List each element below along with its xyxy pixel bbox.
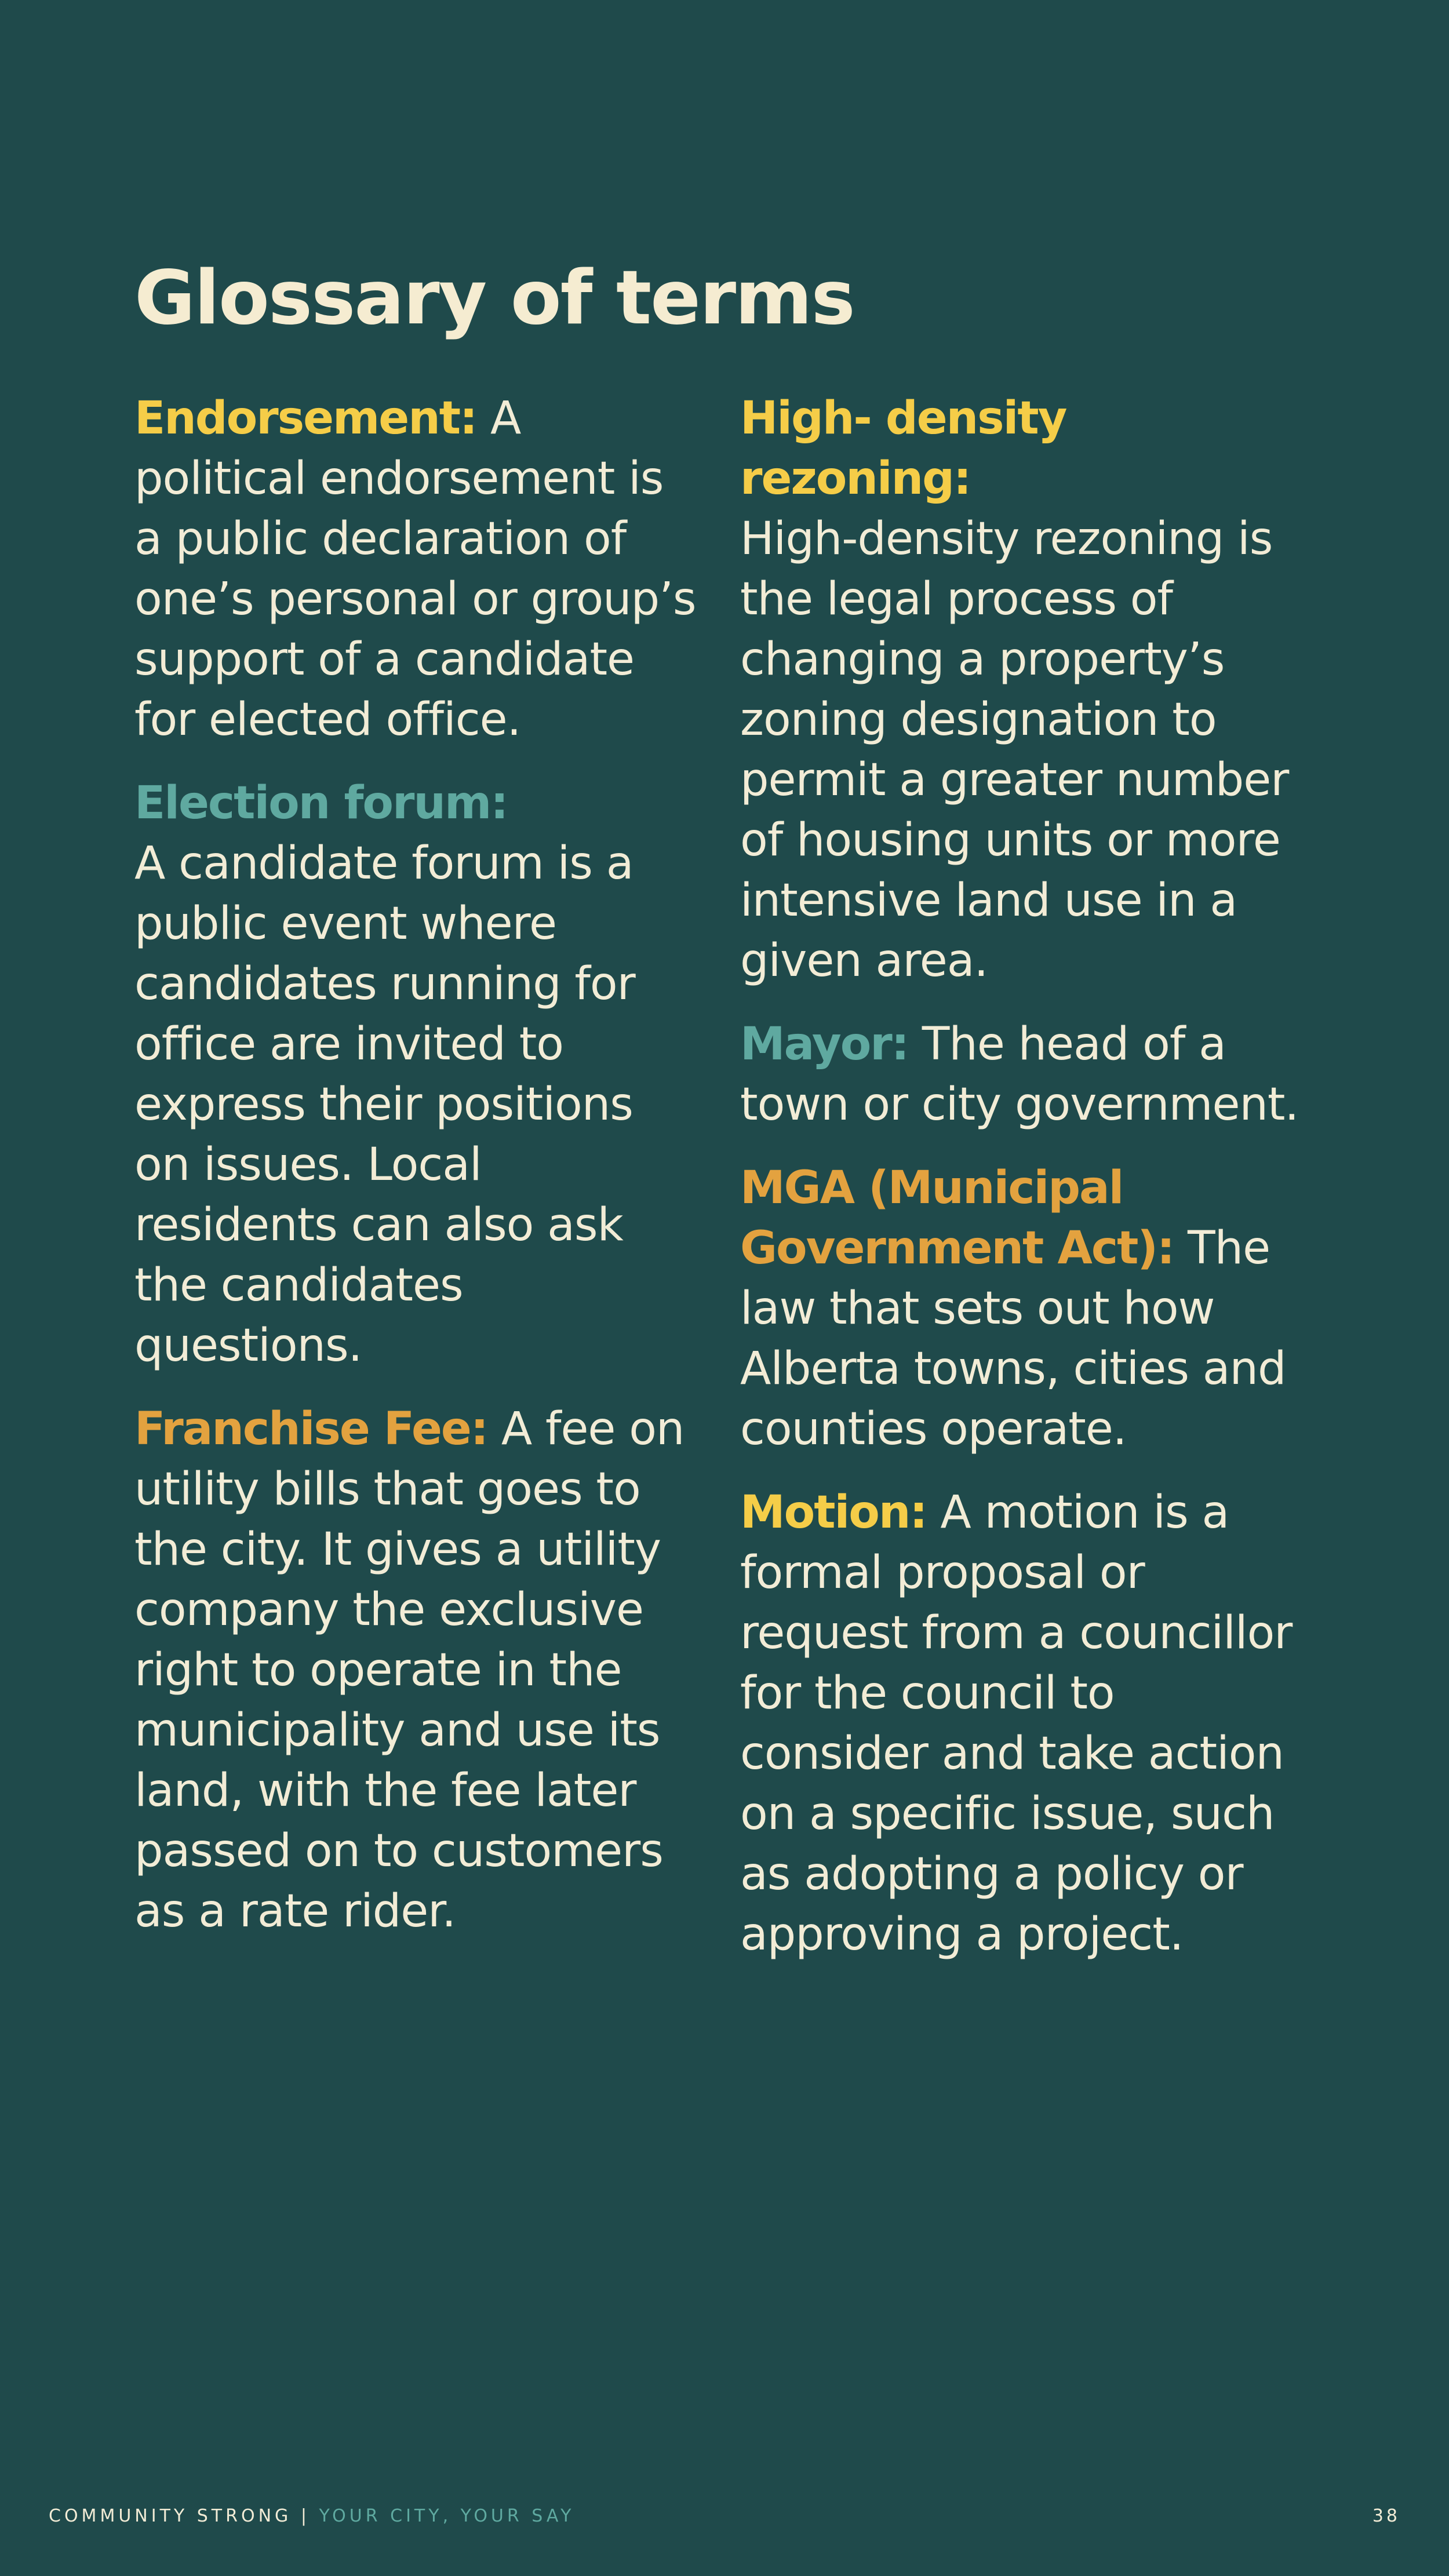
glossary-term: Mayor: [740, 1018, 908, 1070]
glossary-entry-mayor [740, 1014, 1302, 1135]
glossary-definition: A candidate forum is a public event where candidates running for office are invited to express their positions on issues. Local residents can also ask the candidates questions. [134, 837, 635, 1372]
glossary-term: MGA (Municipal Government Act): [740, 1162, 1174, 1274]
glossary-definition: The head of a town or city government. [740, 1018, 1299, 1131]
glossary-term: Election forum: [134, 777, 508, 829]
footer-brand: COMMUNITY STRONG [49, 2506, 292, 2526]
glossary-entry-high-density-rezoning [740, 388, 1302, 991]
glossary-definition: A political endorsement is a public declaration of one’s personal or group’s support of a candidate for elected office. [134, 392, 696, 746]
glossary-definition: The law that sets out how Alberta towns, cities and counties operate. [740, 1222, 1286, 1455]
footer [49, 2505, 574, 2528]
glossary-entry-endorsement [134, 388, 697, 750]
glossary-definition: A motion is a formal proposal or request from a councillor for the council to consider and take action on a specific issue, such as adopting a policy or approving a project. [740, 1486, 1293, 1961]
footer-tagline: YOUR CITY, YOUR SAY [319, 2506, 575, 2526]
glossary-entry-motion [740, 1482, 1302, 1965]
glossary-entry-franchise-fee [134, 1399, 697, 1941]
glossary-column-left [134, 388, 697, 1965]
page-number: 38 [1372, 2506, 1400, 2526]
page-title: Glossary of terms [134, 255, 854, 341]
glossary-definition: A fee on utility bills that goes to the city. It gives a utility company the exclusive right to operate in the municipality and use its land, with the fee later passed on to customers as a rate rider. [134, 1403, 685, 1937]
glossary-term: Endorsement: [134, 392, 477, 444]
glossary-term: Motion: [740, 1486, 927, 1539]
glossary-term: High- density rezoning: [740, 392, 1066, 505]
footer-separator: | [300, 2506, 310, 2526]
glossary-entry-election-forum [134, 773, 697, 1376]
glossary-column-right [740, 388, 1302, 1988]
glossary-entry-mga [740, 1158, 1302, 1459]
glossary-definition: High-density rezoning is the legal process of changing a property’s zoning designation to permit a greater number of housing units or more intensive land use in a given area. [740, 513, 1289, 987]
glossary-term: Franchise Fee: [134, 1403, 488, 1455]
